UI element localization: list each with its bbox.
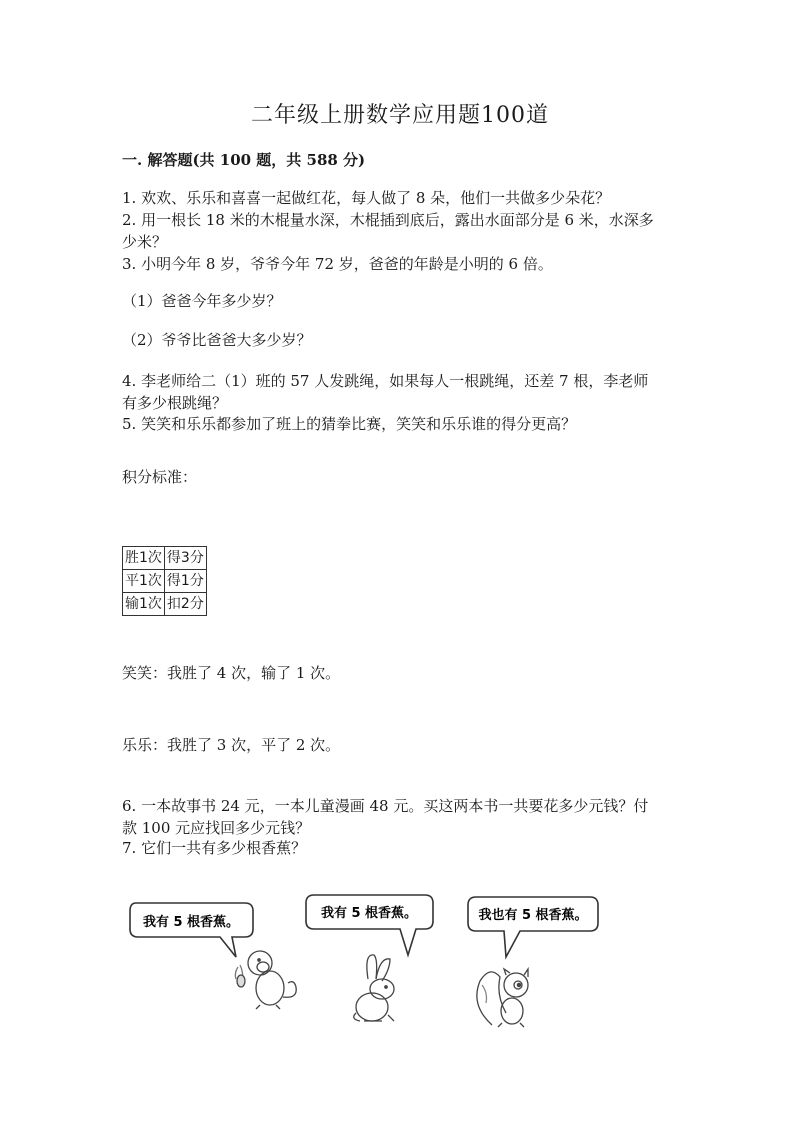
table-cell: 扣2分 <box>164 593 206 616</box>
bubble-text-monkey: 我有 5 根香蕉。 <box>142 915 240 930</box>
table-cell: 胜1次 <box>123 547 165 570</box>
question-4-line-1: 4. 李老师给二（1）班的 57 人发跳绳，如果每人一根跳绳，还差 7 根，李老师 <box>122 372 649 390</box>
bubble-text-squirrel: 我也有 5 根香蕉。 <box>478 908 588 923</box>
score-table <box>122 546 207 616</box>
table-row <box>123 570 207 593</box>
question-2-line-2: 少米？ <box>122 233 168 251</box>
xiaoxiao-record: 笑笑：我胜了 4 次，输了 1 次。 <box>122 664 341 682</box>
question-4-line-2: 有多少根跳绳？ <box>122 394 228 412</box>
section-heading: 一. 解答题(共 100 题，共 588 分) <box>122 151 366 169</box>
table-cell: 得3分 <box>164 547 206 570</box>
table-cell: 平1次 <box>123 570 165 593</box>
question-3-sub-2: （2）爷爷比爸爸大多少岁？ <box>122 331 312 349</box>
rabbit-icon <box>354 955 394 1021</box>
question-3: 3. 小明今年 8 岁，爷爷今年 72 岁，爸爸的年龄是小明的 6 倍。 <box>122 255 553 273</box>
question-5: 5. 笑笑和乐乐都参加了班上的猜拳比赛，笑笑和乐乐谁的得分更高？ <box>122 415 577 433</box>
table-row <box>123 547 207 570</box>
question-6-line-1: 6. 一本故事书 24 元，一本儿童漫画 48 元。买这两本书一共要花多少元钱？付 <box>122 797 649 815</box>
page-title: 二年级上册数学应用题100道 <box>251 103 549 128</box>
question-3-sub-1: （1）爸爸今年多少岁？ <box>122 292 282 310</box>
score-standard-label: 积分标准： <box>122 468 198 486</box>
table-cell: 得1分 <box>164 570 206 593</box>
speech-bubble-rabbit <box>306 895 433 955</box>
bananas-illustration <box>120 885 640 1035</box>
question-7: 7. 它们一共有多少根香蕉？ <box>122 839 307 857</box>
speech-bubble-squirrel <box>468 897 598 957</box>
speech-bubble-monkey <box>130 903 253 957</box>
question-1: 1. 欢欢、乐乐和喜喜一起做红花，每人做了 8 朵，他们一共做多少朵花？ <box>122 189 611 207</box>
bubble-text-rabbit: 我有 5 根香蕉。 <box>320 906 418 921</box>
squirrel-icon <box>477 969 528 1027</box>
question-2-line-1: 2. 用一根长 18 米的木棍量水深，木棍插到底后，露出水面部分是 6 米，水深多 <box>122 211 654 229</box>
lele-record: 乐乐：我胜了 3 次，平了 2 次。 <box>122 736 341 754</box>
monkey-icon <box>235 951 296 1009</box>
table-cell: 输1次 <box>123 593 165 616</box>
table-row <box>123 593 207 616</box>
question-6-line-2: 款 100 元应找回多少元钱？ <box>122 819 311 837</box>
